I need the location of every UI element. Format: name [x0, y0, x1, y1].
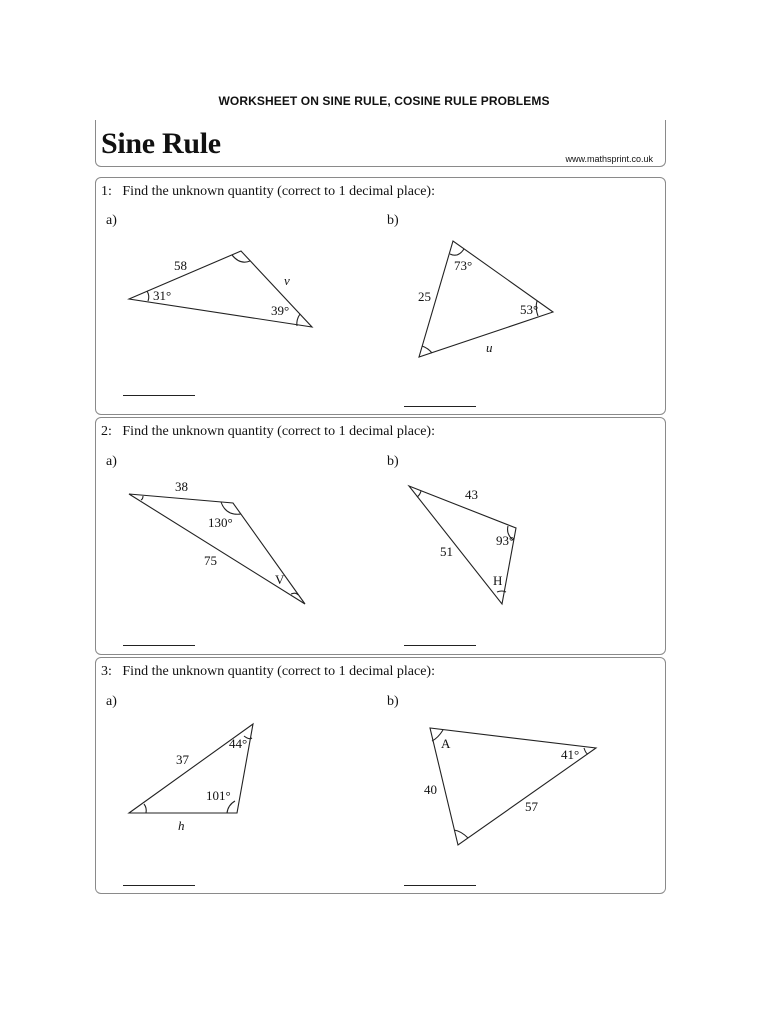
label-2b-side-43: 43: [465, 487, 478, 502]
label-2b-unknown-H: H: [493, 573, 503, 588]
label-1b-angle-53: 53°: [520, 302, 539, 317]
label-1b-unknown-u: u: [486, 340, 493, 355]
triangle-3b: [430, 728, 596, 845]
angle-arc-2b-top: [417, 491, 421, 497]
label-3a-angle-44: 44°: [229, 736, 248, 751]
label-3b-side-40: 40: [424, 782, 437, 797]
question-3-title: 3: Find the unknown quantity (correct to 1 decimal place):: [101, 664, 435, 679]
angle-arc-2a-obtuse: [221, 502, 241, 514]
question-1-title: 1: Find the unknown quantity (correct to 1 decimal place):: [101, 184, 435, 199]
angle-arc-2b-bottom: [497, 591, 506, 592]
label-1a-angle-31: 31°: [153, 288, 172, 303]
label-1b-side-25: 25: [418, 289, 431, 304]
question-2a-label: a): [106, 454, 117, 469]
angle-arc-1b-bottom: [422, 346, 432, 353]
angle-arc-1a-top: [232, 255, 250, 262]
angle-arc-1a-right: [297, 314, 300, 326]
angle-arc-1a-left: [147, 291, 149, 301]
banner-title: Sine Rule: [101, 127, 221, 160]
label-1a-unknown-v: v: [284, 273, 290, 288]
question-2b-label: b): [387, 454, 399, 469]
label-2a-side-75: 75: [204, 553, 217, 568]
worksheet-heading: WORKSHEET ON SINE RULE, COSINE RULE PROBLEMS: [218, 94, 550, 108]
label-2a-unknown-V: V: [275, 572, 285, 587]
label-3a-side-37: 37: [176, 752, 189, 767]
label-3b-side-57: 57: [525, 799, 538, 814]
angle-arc-3a-left: [144, 804, 146, 813]
label-2a-side-38: 38: [175, 479, 188, 494]
banner-website: www.mathsprint.co.uk: [565, 154, 653, 164]
question-1a-label: a): [106, 213, 117, 228]
angle-arc-2a-bottom: [291, 593, 298, 595]
question-2-title: 2: Find the unknown quantity (correct to 1 decimal place):: [101, 424, 435, 439]
label-3a-angle-101: 101°: [206, 788, 231, 803]
angle-arc-2a-left: [141, 496, 143, 500]
label-3b-unknown-A: A: [441, 736, 451, 751]
label-3b-angle-41: 41°: [561, 747, 580, 762]
question-1b-label: b): [387, 213, 399, 228]
angle-arc-1b-top: [450, 249, 464, 255]
label-1a-side-58: 58: [174, 258, 187, 273]
label-1a-angle-39: 39°: [271, 303, 290, 318]
label-2b-angle-93: 93°: [496, 533, 515, 548]
triangle-2a: [129, 494, 305, 604]
label-1b-angle-73: 73°: [454, 258, 473, 273]
label-3a-unknown-h: h: [178, 818, 185, 833]
question-3a-label: a): [106, 694, 117, 709]
angle-arc-3b-right: [584, 748, 588, 754]
label-2b-side-51: 51: [440, 544, 453, 559]
label-2a-angle-130: 130°: [208, 515, 233, 530]
question-3b-label: b): [387, 694, 399, 709]
